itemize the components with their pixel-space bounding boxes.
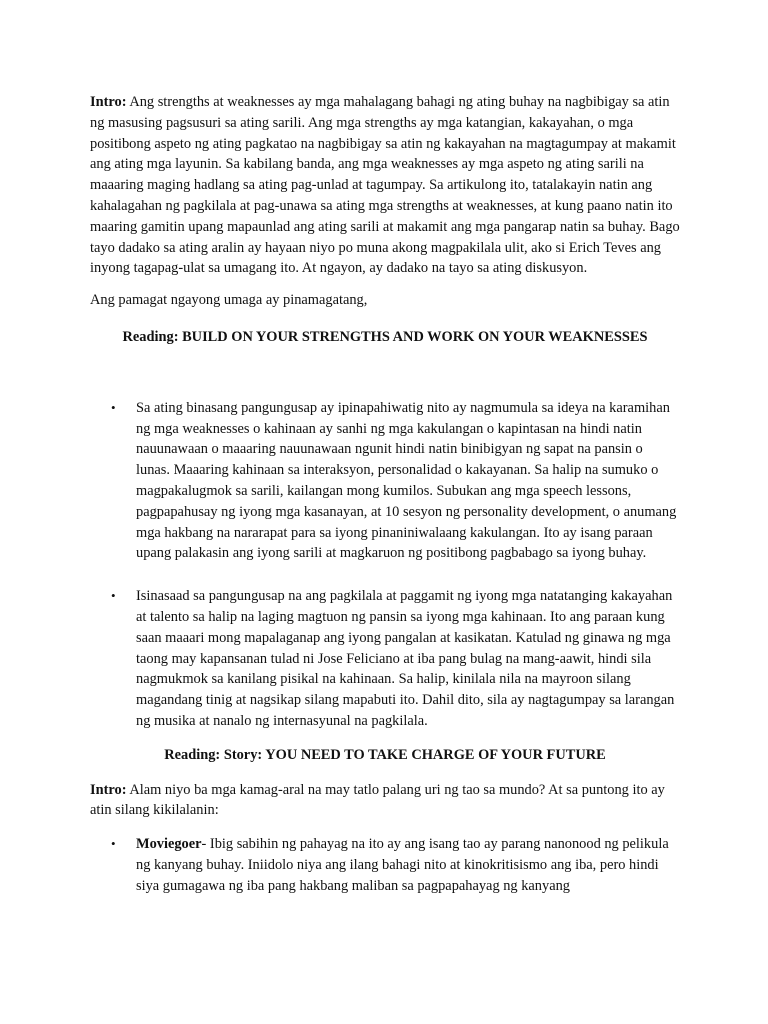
list-item-text: Isinasaad sa pangungusap na ang pagkilala at paggamit ng iyong mga natatanging kakayahan at talento sa halip na laging magtuon ng pansin sa iyong mga kahinaan. Ito ang paraan kung saan maaari mong mapalaganap ang iyong pangalan at kasikatan. Katulad ng ginawa ng mga taong may kapansanan tulad ni Jose Feliciano at iba pang bulag na mang-aawit, hindi sila nagmukmok sa kanilang pisikal na kahinaan. Sa halip, kinilala nila na mayroon silang magandang tinig at nagsikap silang mapabuti ito. Dahil dito, sila ay nagtagumpay sa larangan ng musika at nanalo ng internasyunal na pagkilala.: [136, 588, 675, 729]
intro-text: Alam niyo ba mga kamag-aral na may tatlo palang uri ng tao sa mundo? At sa puntong ito ay atin silang kikilalanin:: [90, 781, 665, 819]
list-item: [90, 586, 680, 732]
reading-heading-1: Reading: BUILD ON YOUR STRENGTHS AND WORK ON YOUR WEAKNESSES: [122, 328, 648, 345]
intro-text: Ang strengths at weaknesses ay mga mahalagang bahagi ng ating buhay na nagbibigay sa atin ng masusing pagsusuri sa ating sarili. Ang mga strengths ay mga katangian, kakayahan, o mga positibong aspeto ng ating pagkatao na nagbibigay sa atin ng kakayahan na magtagumpay at makamit ang ating mga layunin. Sa kabilang banda, ang mga weaknesses ay mga aspeto ng ating sarili na maaaring maging hadlang sa ating pag-unlad at tagumpay. Sa artikulong ito, tatalakayin natin ang kahalagahan ng pagkilala at pag-unawa sa ating mga strengths at weaknesses, at kung paano natin ito maaring gamitin upang mapaunlad ang ating sarili at makamit ang mga pangarap natin sa buhay. Bago tayo dadako sa ating aralin ay hayaan niyo po muna akong magpakilala ulit, ako si Erich Teves ang inyong tagapag-ulat sa umagang ito. At ngayon, ay dadako na tayo sa ating diskusyon.: [90, 94, 680, 277]
title-line: Ang pamagat ngayong umaga ay pinamagatang,: [90, 292, 368, 309]
list-item: [90, 834, 680, 896]
term-label: Moviegoer: [136, 836, 202, 853]
bullet-list-1: [90, 398, 680, 732]
bullet-list-2: [90, 834, 680, 896]
list-item-text: Sa ating binasang pangungusap ay ipinapahiwatig nito ay nagmumula sa ideya na karamihan ng mga weaknesses o kahinaan ay sanhi ng mga kakulangan o kapintasan na hindi natin nauunawaan o maaaring nauunawaan ngunit hindi natin binibigyan ng sapat na pansin o lunas. Maaaring kahinaan sa interaksyon, personalidad o kakayanan. Sa halip na sumuko o magpakalugmok sa sarili, kailangan mong kumilos. Subukan ang mga speech lessons, pagpapahusay ng iyong mga kasanayan, at 10 sesyon ng personality development, o anumang mga hakbang na nararapat para sa iyong pinaniniwalaang kakulangan. Ito ay isang paraan upang palakasin ang iyong sarili at magkaruon ng positibong pagbabago sa iyong buhay.: [136, 399, 677, 562]
intro-paragraph-2: [90, 780, 680, 822]
list-item: [90, 398, 680, 564]
document-page: [90, 92, 680, 897]
intro-label: Intro:: [90, 781, 127, 798]
bullet-icon: •: [111, 836, 116, 852]
bullet-icon: •: [111, 588, 116, 604]
list-item-text: - Ibig sabihin ng pahayag na ito ay ang isang tao ay parang nanonood ng pelikula ng kanyang buhay. Iniidolo niya ang ilang bahagi nito at kinokritisismo ang iba, pero hindi siya gumagawa ng iba pang hakbang maliban sa pagpapahayag ng kanyang: [136, 836, 669, 894]
intro-paragraph: [90, 92, 680, 279]
bullet-icon: •: [111, 399, 116, 415]
intro-label: Intro:: [90, 94, 127, 110]
reading-heading-2: Reading: Story: YOU NEED TO TAKE CHARGE OF YOUR FUTURE: [164, 746, 606, 763]
